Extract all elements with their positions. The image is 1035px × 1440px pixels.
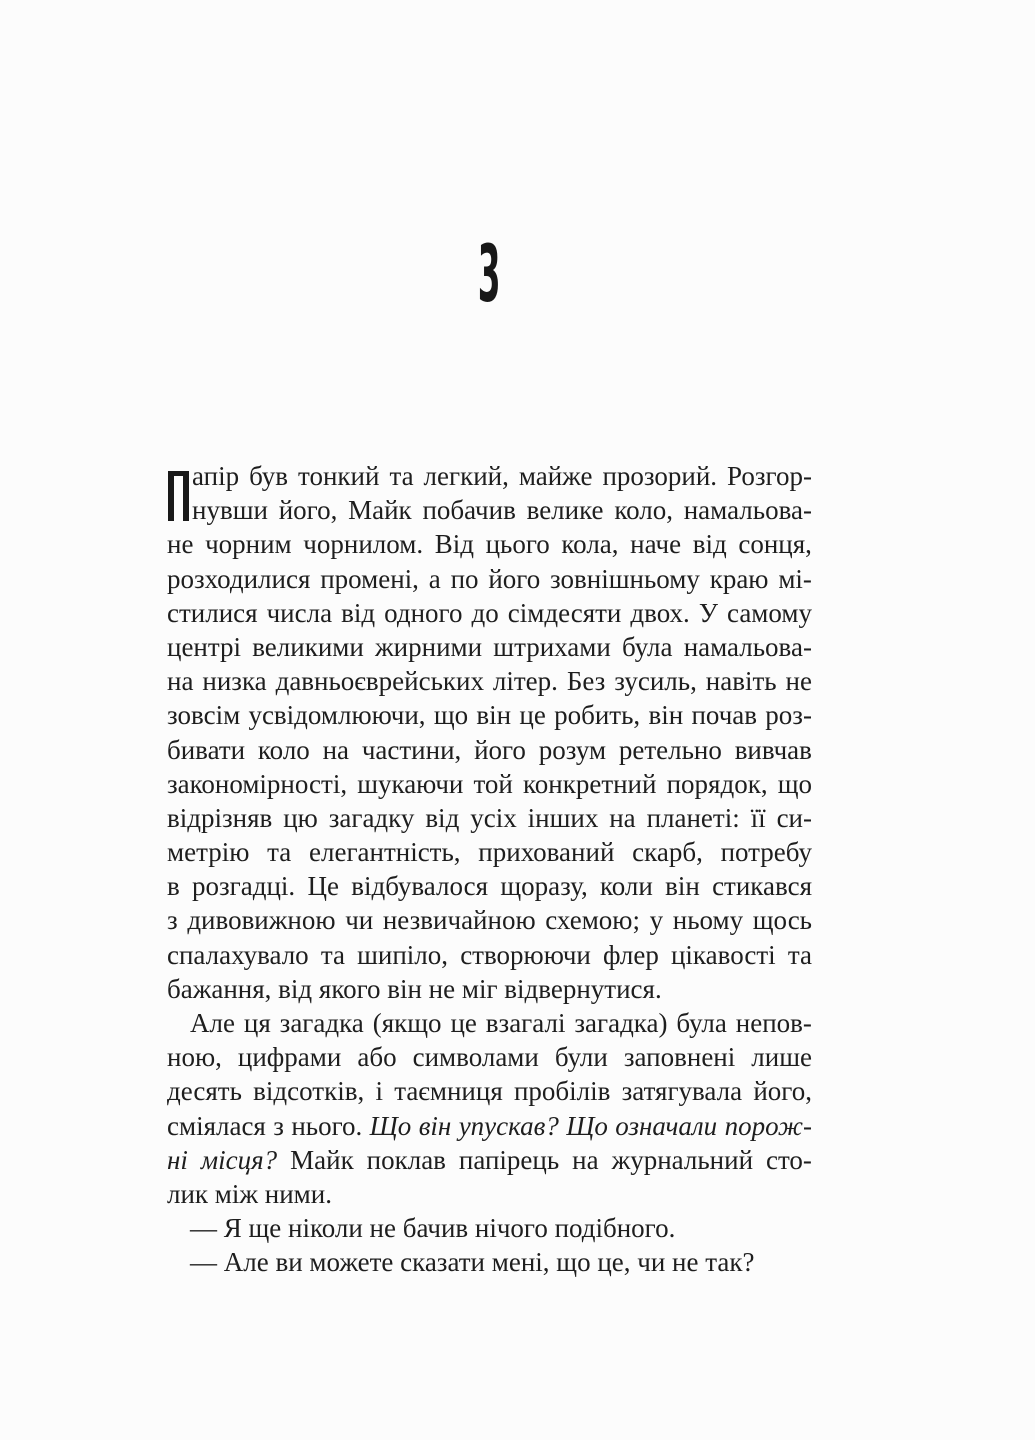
word: відбувалося [351,871,489,902]
word: що [433,700,469,731]
word: ретельно [618,734,722,765]
word: він [648,700,684,731]
word: взагалі [485,1008,566,1038]
text-line [167,972,812,1006]
word: той [473,768,513,799]
word: на [572,1144,599,1175]
word: у [649,905,664,936]
word: конкретний [523,768,657,799]
word: загадку [328,802,415,833]
word: центрі [167,631,242,662]
word: елегантність, [309,837,461,868]
text-line [167,733,812,767]
word: робить, [554,700,641,731]
word: великими [252,631,364,662]
word: а [428,563,441,594]
word: папірець [458,1144,560,1175]
word: з [167,905,178,936]
word: щось [752,905,812,936]
word: ця [243,1008,271,1038]
word: цього [485,529,550,560]
text-line [167,801,812,835]
word: його [474,734,526,765]
word: незвичайною [382,905,536,936]
word: від [341,597,376,628]
word: лише [751,1042,812,1073]
word: була [622,631,673,662]
text-line [167,1074,812,1108]
word: він [476,700,512,731]
word: це [519,700,546,731]
word: та [267,837,292,868]
word: прозорий. [602,461,718,491]
word: цікавості [670,939,776,970]
word: щоразу, [500,871,588,902]
word: жирними [375,631,483,662]
word-italic: Що [566,1110,608,1141]
paragraph [167,1006,812,1211]
word: частини, [361,734,462,765]
word: коли [600,871,653,902]
word: майже [518,461,593,491]
word: до [471,597,499,628]
word: числа [266,597,333,628]
word: низка [202,666,267,697]
word: промені, [320,563,419,594]
text-line [167,1109,812,1143]
word: краю [709,563,769,594]
word: шипіло, [357,939,449,970]
word: і [375,1076,383,1107]
word: (якщо [372,1008,442,1038]
word: від [425,802,460,833]
word: її [750,802,766,833]
word: Без [566,666,606,697]
word: кола, [561,529,619,560]
word: таємниця [394,1076,503,1107]
word-italic: ні [167,1144,188,1175]
word: усіх [470,802,517,833]
word-italic: упускав? [458,1110,559,1141]
word: давньоєврейських [275,666,484,697]
word: спалахувало [167,939,309,970]
text-line [167,938,812,972]
word: вивчав [734,734,812,765]
word-italic: порож- [724,1110,812,1141]
word: велике [526,495,604,526]
word: що [777,768,812,799]
word: це [450,1008,477,1038]
word: літер. [492,666,558,697]
paragraph [167,459,812,1006]
word: намальова- [683,495,812,526]
word: сміялася [167,1110,266,1141]
text-line [192,493,812,527]
word: Це [307,871,339,902]
text-segment: — Але ви можете сказати мені, що це, чи не так? [190,1247,755,1278]
text-line [167,527,812,561]
word: закономірності, [167,768,348,799]
word: чорнилом. [303,529,424,560]
word: десять [167,1076,242,1107]
word: апір [192,461,240,491]
text-line [167,767,812,801]
word: нувши [192,495,268,526]
word: відрізняв [167,802,273,833]
word: з [273,1110,284,1141]
word: почав [691,700,758,731]
word: наче [630,529,682,560]
word: відсотків, [253,1076,365,1107]
word: цю [283,802,318,833]
word: тонкий [298,461,380,491]
word: поклав [366,1144,446,1175]
word: дивовижною [187,905,336,936]
word: метрію [167,837,250,868]
word: та [320,939,345,970]
text-line [167,1143,812,1177]
word: та [389,461,414,491]
text-line [167,1245,812,1279]
word: загадка) [574,1008,668,1038]
text-segment: бажання, від якого він не міг відвернутися. [167,973,662,1004]
word: його, [753,1076,812,1107]
word-italic: місця? [200,1144,278,1175]
word: від [692,529,727,560]
word: сімдесяти [507,597,622,628]
word: інших [527,802,599,833]
paragraph [167,1245,812,1279]
word: мі- [778,563,812,594]
dropcap-letter [168,471,189,521]
word: цифрами [237,1042,342,1073]
word: Майк [348,495,412,526]
word: коло, [614,495,673,526]
word: схемою; [545,905,640,936]
word: зовнішньому [550,563,700,594]
word: роз- [765,700,812,731]
text-line [167,1211,812,1245]
word: стикався [712,871,812,902]
word: планеті: [646,802,740,833]
word: нього. [291,1110,363,1141]
word: були [554,1042,608,1073]
text-line [167,664,812,698]
word: зусиль, [614,666,697,697]
word: по [450,563,479,594]
text-line [167,596,812,630]
text-line [167,630,812,664]
word: розгадці. [192,871,296,902]
word: коло [257,734,310,765]
text-line [167,869,812,903]
word: бивати [167,734,246,765]
word: флер [603,939,659,970]
word: усвідомлюючи, [248,700,426,731]
text-segment: лик між ними. [167,1178,332,1209]
word: затягувала [621,1076,743,1107]
word: був [249,461,289,491]
word: ною, [167,1042,222,1073]
word: скарб, [632,837,703,868]
chapter-heading [167,230,812,320]
word: не [167,529,194,560]
word: зовсім [167,700,241,731]
word: символами [412,1042,539,1073]
word-italic: він [418,1110,452,1141]
word: У [698,597,718,628]
word: не [785,666,812,697]
word: шукаючи [357,768,464,799]
word: одного [384,597,463,628]
word: сонця, [738,529,812,560]
word: або [357,1042,397,1073]
text-line [167,835,812,869]
word: пробілів [513,1076,611,1107]
word: ньому [672,905,744,936]
text-line [167,1177,812,1211]
word: Майк [290,1144,354,1175]
word: чи [345,905,374,936]
text-line [167,1040,812,1074]
word: він [665,871,700,902]
word: Від [434,529,474,560]
text-line [167,903,812,937]
text-line [167,1006,812,1040]
word: загадка [279,1008,364,1038]
word: намальова- [683,631,812,662]
text-segment: — Я ще ніколи не бачив нічого подібного. [190,1213,676,1244]
word: його, [278,495,338,526]
word: розходилися [167,563,311,594]
word: непов- [735,1008,812,1038]
word: двох. [630,597,690,628]
word: стилися [167,597,258,628]
text-line [167,698,812,732]
word: його [488,563,541,594]
word: чорним [205,529,292,560]
word: Розгор- [727,461,812,491]
body-text-column [167,459,812,1280]
word: була [676,1008,727,1038]
word: на [167,666,194,697]
paragraph [167,1211,812,1245]
word: на [609,802,636,833]
word: в [167,871,180,902]
text-line [192,459,812,493]
word: си- [776,802,812,833]
word: журнальний [611,1144,754,1175]
word: прихований [478,837,615,868]
word: самому [727,597,812,628]
word: Але [190,1008,235,1038]
chapter-number: 3 [478,230,501,320]
word-italic: означали [615,1110,718,1141]
word: розум [538,734,607,765]
word: штрихами [493,631,611,662]
word: створюючи [460,939,591,970]
word: заповнені [623,1042,736,1073]
word: та [787,939,812,970]
word: потребу [720,837,812,868]
word: сто- [766,1144,812,1175]
word: легкий, [423,461,509,491]
word: навіть [705,666,777,697]
word: порядок, [666,768,768,799]
text-line [167,562,812,596]
word: побачив [422,495,516,526]
word: на [322,734,350,765]
word-italic: Що [369,1110,412,1141]
